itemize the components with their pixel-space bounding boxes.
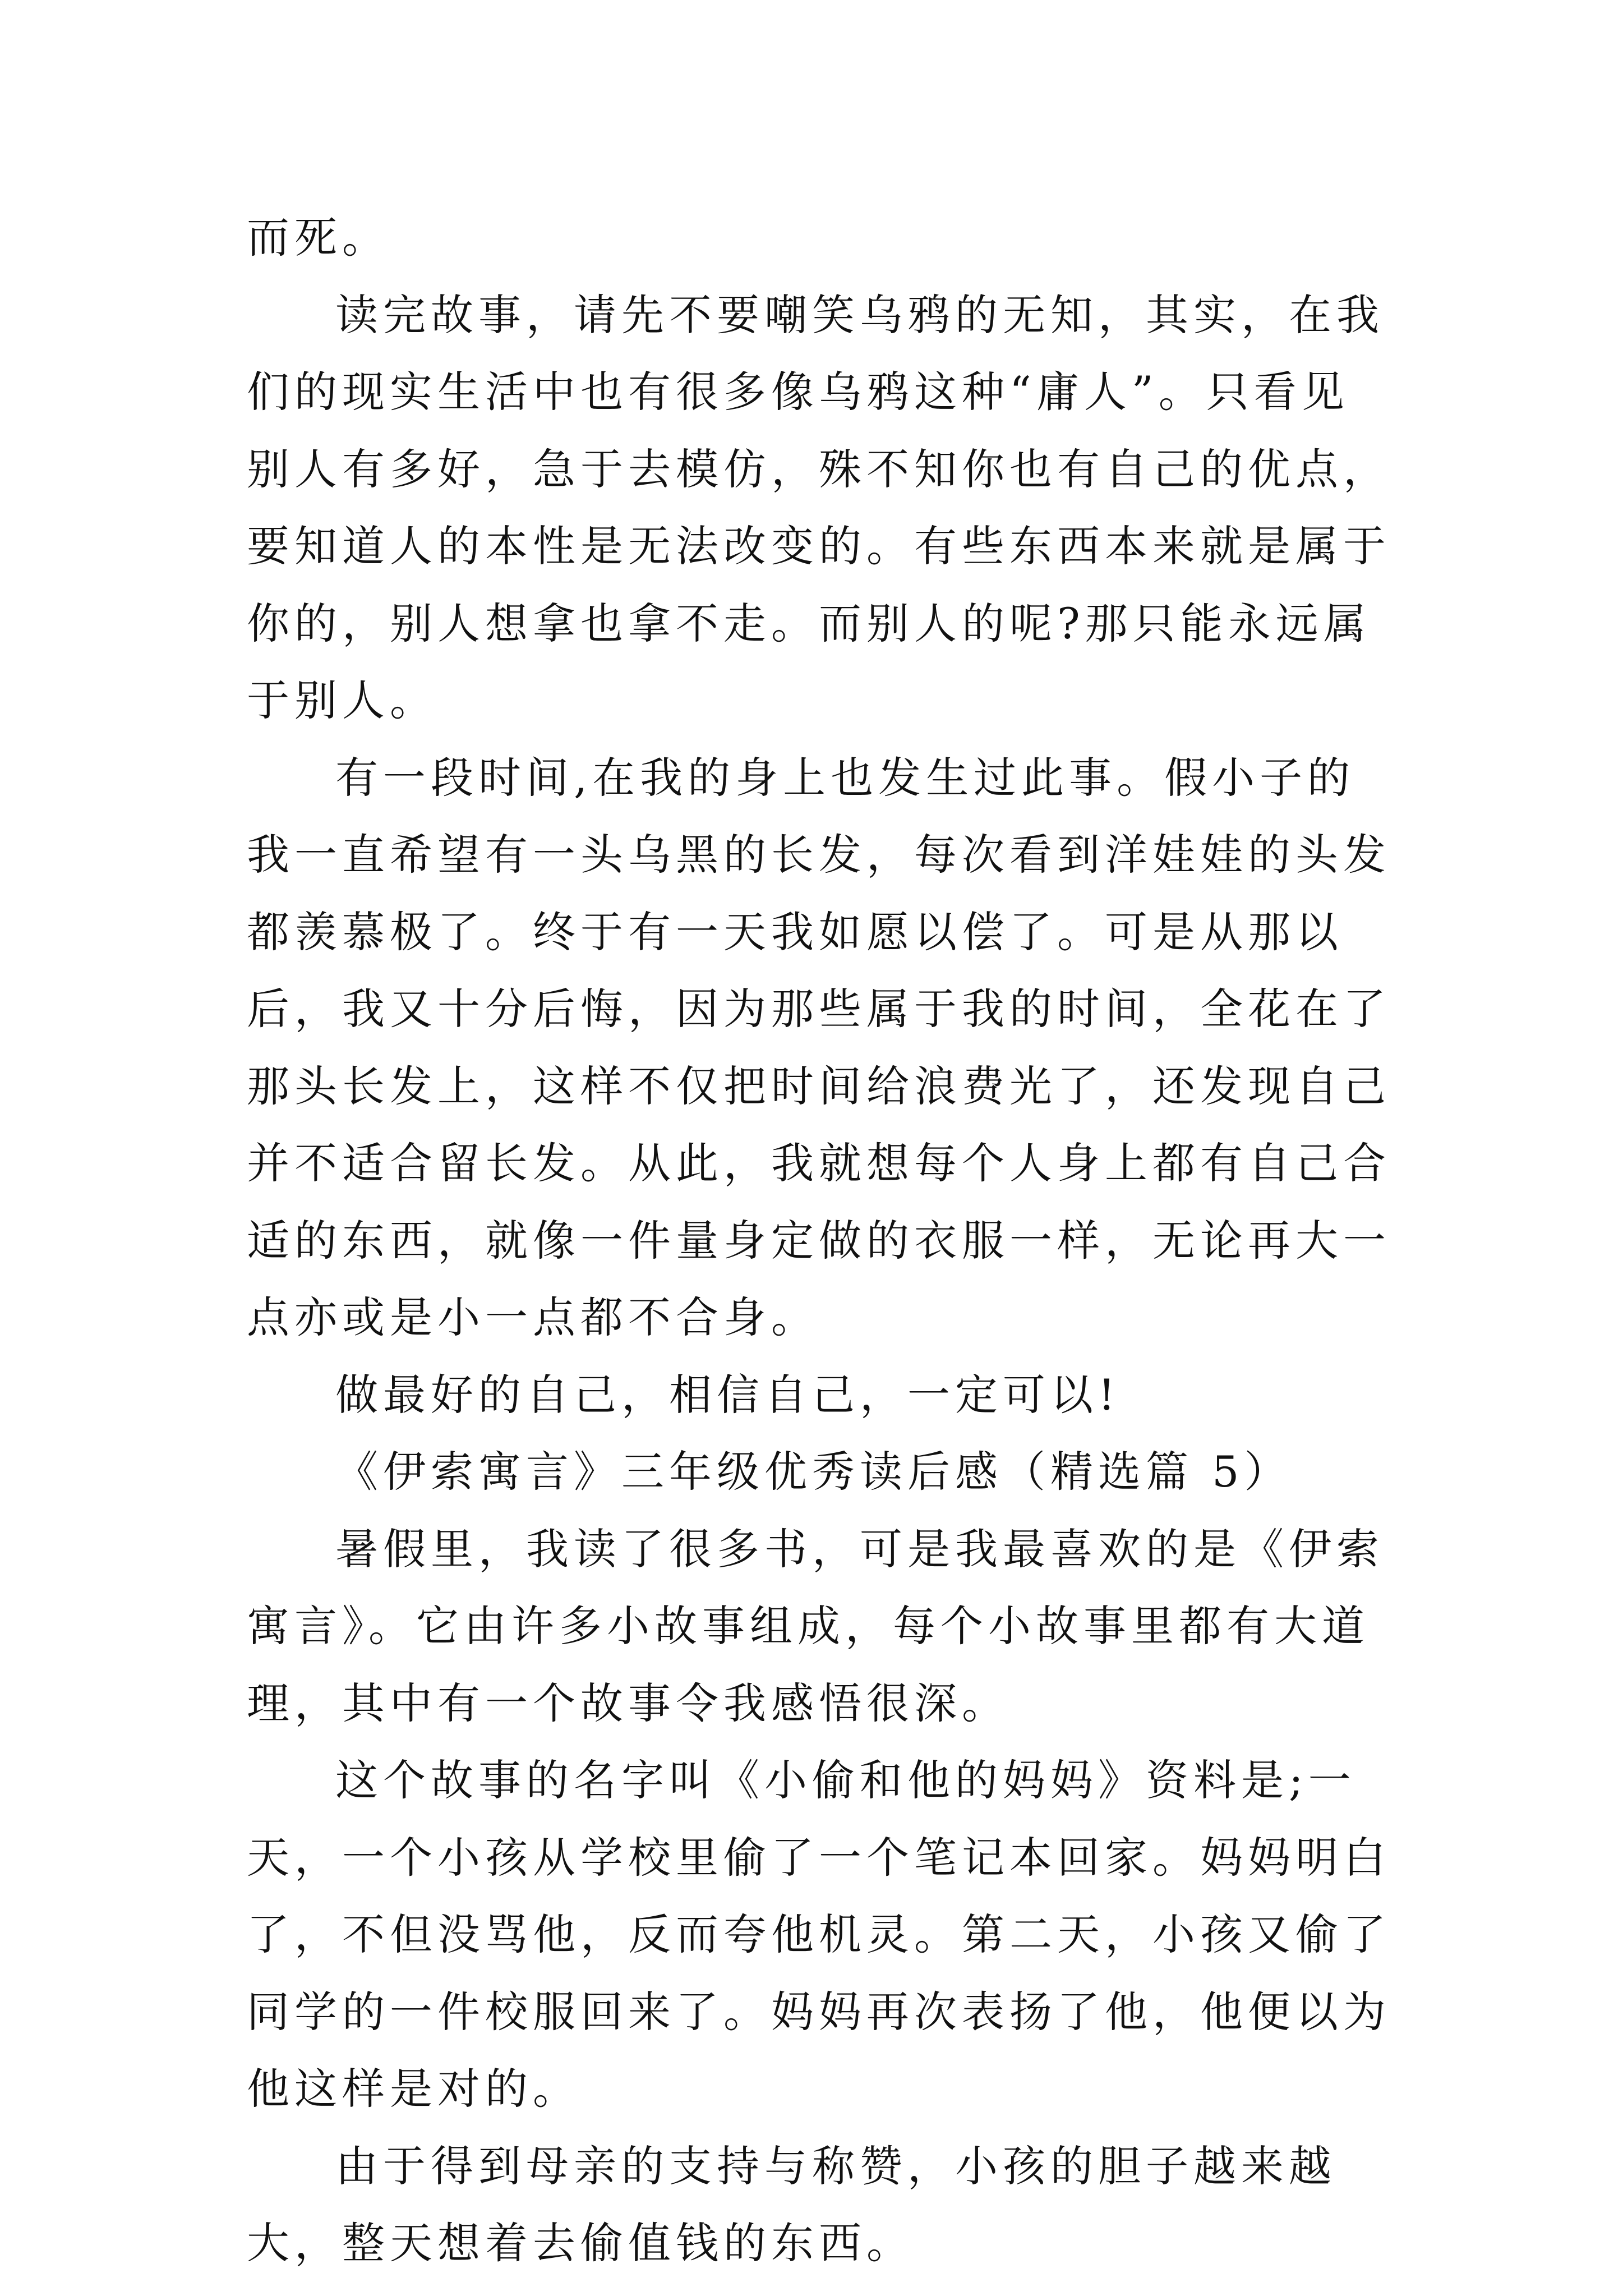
paragraph: 有一段时间,在我的身上也发生过此事。假小子的我一直希望有一头乌黑的长发，每次看到洋娃娃的头发都羡慕极了。终于有一天我如愿以偿了。可是从那以后，我又十分后悔，因为那些属于我的时间，全花在了那头长发上，这样不仅把时间给浪费光了，还发现自己并不适合留长发。从此，我就想每个人身上都有自己合适的东西，就像一件量身定做的衣服一样，无论再大一点亦或是小一点都不合身。 bbox=[247, 752, 1391, 1342]
paragraph: 由于得到母亲的支持与称赞，小孩的胆子越来越大，整天想着去偷值钱的东西。 bbox=[247, 2141, 1336, 2268]
paragraph: 这个故事的名字叫《小偷和他的妈妈》资料是;一天，一个小孩从学校里偷了一个笔记本回家。妈妈明白了，不但没骂他，反而夸他机灵。第二天，小孩又偷了同学的一件校服回来了。妈妈再次表扬了他，他便以为他这样是对的。 bbox=[247, 1755, 1391, 2114]
paragraph: 读完故事，请先不要嘲笑乌鸦的无知，其实，在我们的现实生活中也有很多像乌鸦这种“庸人”。只看见别人有多好，急于去模仿，殊不知你也有自己的优点，要知道人的本性是无法改变的。有些东西本来就是属于你的，别人想拿也拿不走。而别人的呢?那只能永远属于别人。 bbox=[247, 289, 1391, 725]
section-title: 《伊索寓言》三年级优秀读后感（精选篇 5） bbox=[335, 1447, 1292, 1497]
paragraph: 做最好的自己，相信自己，一定可以! bbox=[335, 1369, 1121, 1420]
paragraph: 而死。 bbox=[247, 213, 390, 263]
paragraph: 暑假里，我读了很多书，可是我最喜欢的是《伊索寓言》。它由许多小故事组成，每个小故事里都有大道理，其中有一个故事令我感悟很深。 bbox=[247, 1524, 1384, 1728]
body-text bbox=[247, 199, 1394, 2282]
